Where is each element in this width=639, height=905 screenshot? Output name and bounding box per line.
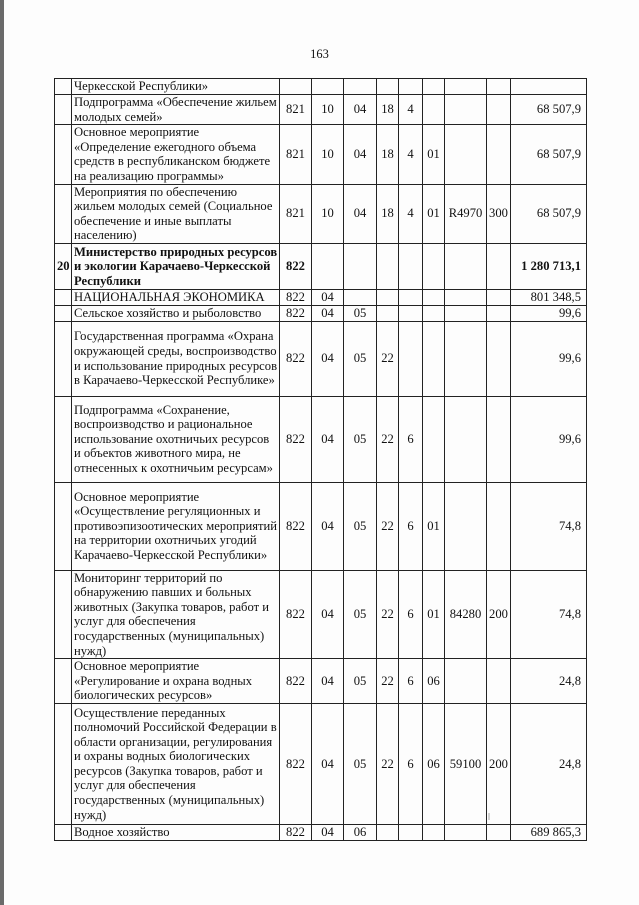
table-row — [55, 482, 587, 570]
grbs-code: 822 — [280, 321, 312, 396]
activity-code — [423, 243, 445, 289]
table-row — [55, 570, 587, 659]
section-code: 04 — [312, 396, 344, 482]
section-code: 04 — [312, 659, 344, 704]
item-name: Подпрограмма «Сохранение, воспроизводство и рациональное использование охотничьих ресурсов и объектов животного мира, не отнесенных к охотничьим ресурсам» — [72, 396, 280, 482]
subprogram-code: 6 — [399, 482, 423, 570]
expense-type-code — [487, 289, 511, 305]
amount-value — [511, 79, 587, 95]
item-name: Основное мероприятие «Регулирование и охрана водных биологических ресурсов» — [72, 659, 280, 704]
grbs-code: 822 — [280, 305, 312, 321]
activity-code — [423, 95, 445, 125]
row-number — [55, 396, 72, 482]
subsection-code — [344, 243, 377, 289]
activity-code — [423, 396, 445, 482]
section-code: 10 — [312, 184, 344, 243]
amount-value: 99,6 — [511, 396, 587, 482]
activity-code: 01 — [423, 570, 445, 659]
activity-code — [423, 79, 445, 95]
direction-code: 59100 — [445, 703, 487, 824]
table-row — [55, 184, 587, 243]
table-row — [55, 243, 587, 289]
table-row — [55, 659, 587, 704]
grbs-code — [280, 79, 312, 95]
direction-code — [445, 321, 487, 396]
program-code: 18 — [377, 184, 399, 243]
subsection-code — [344, 289, 377, 305]
program-code: 22 — [377, 703, 399, 824]
table-row — [55, 321, 587, 396]
expense-type-code — [487, 321, 511, 396]
activity-code — [423, 321, 445, 396]
subprogram-code: 6 — [399, 396, 423, 482]
row-number — [55, 570, 72, 659]
section-code: 04 — [312, 289, 344, 305]
activity-code: 01 — [423, 184, 445, 243]
program-code — [377, 305, 399, 321]
amount-value: 1 280 713,1 — [511, 243, 587, 289]
page-left-edge — [0, 0, 4, 905]
expense-type-code: 200 — [487, 570, 511, 659]
grbs-code: 821 — [280, 184, 312, 243]
direction-code — [445, 243, 487, 289]
program-code: 22 — [377, 482, 399, 570]
item-name: Мониторинг территорий по обнаружению павших и больных животных (Закупка товаров, работ и услуг для обеспечения государственных (муниципальных) нужд) — [72, 570, 280, 659]
subprogram-code: 6 — [399, 703, 423, 824]
subprogram-code: 4 — [399, 95, 423, 125]
amount-value: 74,8 — [511, 482, 587, 570]
activity-code — [423, 289, 445, 305]
item-name: Министерство природных ресурсов и экологии Карачаево-Черкесской Республики — [72, 243, 280, 289]
item-name: Водное хозяйство — [72, 824, 280, 840]
grbs-code: 822 — [280, 570, 312, 659]
amount-value: 68 507,9 — [511, 95, 587, 125]
item-name: Основное мероприятие «Осуществление регуляционных и противоэпизоотических мероприятий на территории охотничьих угодий Карачаево-Черкесской Республики» — [72, 482, 280, 570]
subsection-code: 05 — [344, 396, 377, 482]
subprogram-code: 6 — [399, 570, 423, 659]
subprogram-code: 4 — [399, 184, 423, 243]
section-code — [312, 243, 344, 289]
activity-code: 01 — [423, 125, 445, 184]
expense-type-code — [487, 824, 511, 840]
direction-code — [445, 659, 487, 704]
row-number — [55, 79, 72, 95]
section-code: 04 — [312, 305, 344, 321]
row-number — [55, 321, 72, 396]
item-name: Государственная программа «Охрана окружающей среды, воспроизводство и использование природных ресурсов в Карачаево-Черкесской Республике» — [72, 321, 280, 396]
expense-type-code — [487, 243, 511, 289]
amount-value: 801 348,5 — [511, 289, 587, 305]
amount-value: 24,8 — [511, 703, 587, 824]
subsection-code: 04 — [344, 125, 377, 184]
grbs-code: 822 — [280, 824, 312, 840]
section-code — [312, 79, 344, 95]
item-name: НАЦИОНАЛЬНАЯ ЭКОНОМИКА — [72, 289, 280, 305]
row-number — [55, 824, 72, 840]
subprogram-code — [399, 321, 423, 396]
expense-type-code: 200 — [487, 703, 511, 824]
subprogram-code: 4 — [399, 125, 423, 184]
activity-code: 01 — [423, 482, 445, 570]
program-code — [377, 243, 399, 289]
page-number: 163 — [310, 47, 329, 61]
subsection-code — [344, 79, 377, 95]
direction-code — [445, 289, 487, 305]
activity-code — [423, 305, 445, 321]
amount-value: 68 507,9 — [511, 184, 587, 243]
expense-type-code — [487, 95, 511, 125]
subsection-code: 05 — [344, 570, 377, 659]
row-number — [55, 659, 72, 704]
amount-value: 99,6 — [511, 321, 587, 396]
grbs-code: 822 — [280, 703, 312, 824]
amount-value: 24,8 — [511, 659, 587, 704]
subprogram-code — [399, 289, 423, 305]
expense-type-code: 300 — [487, 184, 511, 243]
direction-code — [445, 824, 487, 840]
table-row — [55, 305, 587, 321]
scan-artifact: ǀ — [488, 812, 491, 823]
subsection-code: 05 — [344, 305, 377, 321]
amount-value: 99,6 — [511, 305, 587, 321]
direction-code — [445, 95, 487, 125]
subprogram-code — [399, 305, 423, 321]
amount-value: 689 865,3 — [511, 824, 587, 840]
budget-table-body — [55, 79, 587, 841]
item-name: Мероприятия по обеспечению жильем молодых семей (Социальное обеспечение и иные выплаты населению) — [72, 184, 280, 243]
section-code: 04 — [312, 321, 344, 396]
grbs-code: 821 — [280, 125, 312, 184]
table-row — [55, 396, 587, 482]
row-number — [55, 482, 72, 570]
row-number — [55, 305, 72, 321]
expense-type-code — [487, 305, 511, 321]
program-code — [377, 289, 399, 305]
grbs-code: 822 — [280, 659, 312, 704]
expense-type-code — [487, 79, 511, 95]
program-code — [377, 79, 399, 95]
activity-code — [423, 824, 445, 840]
direction-code — [445, 79, 487, 95]
expense-type-code — [487, 659, 511, 704]
direction-code — [445, 482, 487, 570]
subprogram-code — [399, 79, 423, 95]
direction-code — [445, 125, 487, 184]
item-name: Основное мероприятие «Определение ежегодного объема средств в республиканском бюджете на реализацию программы» — [72, 125, 280, 184]
program-code: 18 — [377, 95, 399, 125]
section-code: 10 — [312, 95, 344, 125]
direction-code: R4970 — [445, 184, 487, 243]
subsection-code: 05 — [344, 482, 377, 570]
item-name: Подпрограмма «Обеспечение жильем молодых семей» — [72, 95, 280, 125]
direction-code: 84280 — [445, 570, 487, 659]
subprogram-code — [399, 243, 423, 289]
grbs-code: 821 — [280, 95, 312, 125]
row-number — [55, 703, 72, 824]
section-code: 04 — [312, 482, 344, 570]
program-code: 22 — [377, 396, 399, 482]
row-number — [55, 289, 72, 305]
subprogram-code: 6 — [399, 659, 423, 704]
program-code: 22 — [377, 570, 399, 659]
grbs-code: 822 — [280, 482, 312, 570]
item-name: Осуществление переданных полномочий Российской Федерации в области организации, регулирования и охраны водных биологических ресурсов (Закупка товаров, работ и услуг для обеспечения государственных (муниципальных) нужд) — [72, 703, 280, 824]
row-number: 20 — [55, 243, 72, 289]
grbs-code: 822 — [280, 289, 312, 305]
activity-code: 06 — [423, 703, 445, 824]
expense-type-code — [487, 482, 511, 570]
subsection-code: 05 — [344, 659, 377, 704]
expense-type-code — [487, 396, 511, 482]
amount-value: 74,8 — [511, 570, 587, 659]
item-name: Черкесской Республики» — [72, 79, 280, 95]
section-code: 04 — [312, 824, 344, 840]
budget-table — [54, 78, 587, 841]
row-number — [55, 95, 72, 125]
table-row — [55, 79, 587, 95]
item-name: Сельское хозяйство и рыболовство — [72, 305, 280, 321]
program-code: 18 — [377, 125, 399, 184]
section-code: 04 — [312, 570, 344, 659]
table-row — [55, 703, 587, 824]
subsection-code: 05 — [344, 321, 377, 396]
table-row — [55, 289, 587, 305]
subsection-code: 06 — [344, 824, 377, 840]
grbs-code: 822 — [280, 243, 312, 289]
subprogram-code — [399, 824, 423, 840]
amount-value: 68 507,9 — [511, 125, 587, 184]
row-number — [55, 184, 72, 243]
direction-code — [445, 305, 487, 321]
program-code — [377, 824, 399, 840]
row-number — [55, 125, 72, 184]
section-code: 04 — [312, 703, 344, 824]
program-code: 22 — [377, 659, 399, 704]
table-row — [55, 95, 587, 125]
activity-code: 06 — [423, 659, 445, 704]
subsection-code: 04 — [344, 95, 377, 125]
expense-type-code — [487, 125, 511, 184]
table-row — [55, 125, 587, 184]
program-code: 22 — [377, 321, 399, 396]
table-row — [55, 824, 587, 840]
direction-code — [445, 396, 487, 482]
subsection-code: 05 — [344, 703, 377, 824]
grbs-code: 822 — [280, 396, 312, 482]
section-code: 10 — [312, 125, 344, 184]
subsection-code: 04 — [344, 184, 377, 243]
